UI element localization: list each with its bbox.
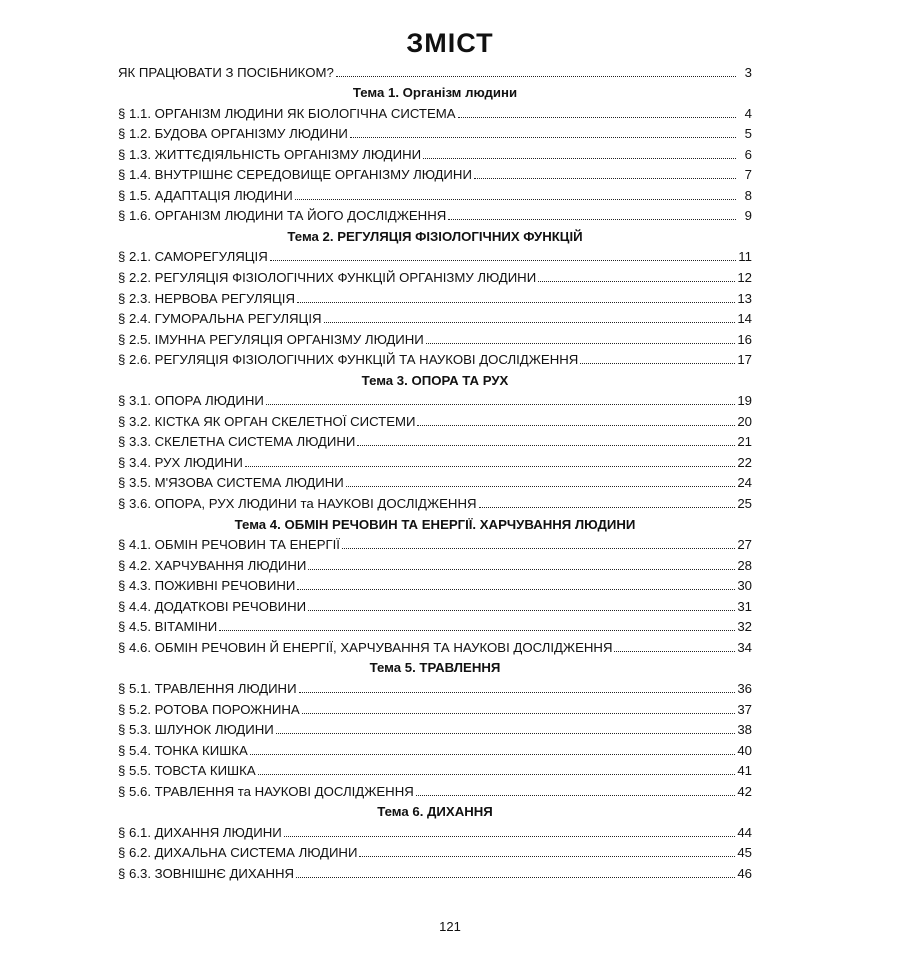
toc-entry[interactable] xyxy=(118,347,752,368)
toc-entry-page: 12 xyxy=(737,270,752,286)
toc-entry-page: 4 xyxy=(744,105,752,121)
toc-entry[interactable] xyxy=(118,285,752,306)
toc-entry-label: § 5.1. ТРАВЛЕННЯ ЛЮДИНИ xyxy=(118,680,297,696)
toc-entry[interactable] xyxy=(118,593,752,614)
dot-leader xyxy=(299,692,736,693)
toc-entry[interactable] xyxy=(118,614,752,635)
toc-entry[interactable] xyxy=(118,717,752,738)
toc-entry-label: § 3.5. М'ЯЗОВА СИСТЕМА ЛЮДИНИ xyxy=(118,475,344,491)
dot-leader xyxy=(297,589,735,590)
dot-leader xyxy=(426,343,736,344)
dot-leader xyxy=(296,877,735,878)
toc-entry-page: 41 xyxy=(737,763,752,779)
toc-entry[interactable] xyxy=(118,141,752,162)
toc-entry-page: 20 xyxy=(737,413,752,429)
toc-entry[interactable] xyxy=(118,162,752,183)
toc-entry-page: 25 xyxy=(737,496,752,512)
toc-entry-label: § 4.4. ДОДАТКОВІ РЕЧОВИНИ xyxy=(118,598,307,614)
toc-entry-page: 14 xyxy=(737,311,752,327)
toc-entry-label: § 1.4. ВНУТРІШНЄ СЕРЕДОВИЩЕ ОРГАНІЗМУ ЛЮДИНИ xyxy=(118,167,472,183)
dot-leader xyxy=(580,363,735,364)
dot-leader xyxy=(245,466,736,467)
toc-entry[interactable] xyxy=(118,758,752,779)
toc-entry[interactable] xyxy=(118,532,752,553)
toc-entry[interactable] xyxy=(118,326,752,347)
topic-heading: Тема 2. РЕГУЛЯЦІЯ ФІЗІОЛОГІЧНИХ ФУНКЦІЙ xyxy=(287,228,583,244)
toc-entry[interactable] xyxy=(118,182,752,203)
dot-leader xyxy=(416,795,736,796)
dot-leader xyxy=(302,713,736,714)
toc-entry[interactable] xyxy=(118,264,752,285)
dot-leader xyxy=(474,178,736,179)
table-of-contents xyxy=(118,59,752,881)
dot-leader xyxy=(479,507,736,508)
toc-entry-label: § 5.2. РОТОВА ПОРОЖНИНА xyxy=(118,701,300,717)
toc-entry[interactable] xyxy=(118,429,752,450)
toc-entry-label: § 4.1. ОБМІН РЕЧОВИН ТА ЕНЕРГІЇ xyxy=(118,537,340,553)
toc-entry-label: § 6.3. ЗОВНІШНЄ ДИХАННЯ xyxy=(118,865,295,881)
page-number: 121 xyxy=(439,919,461,934)
toc-entry-label: § 4.5. ВІТАМІНИ xyxy=(118,619,218,635)
toc-entry[interactable] xyxy=(118,840,752,861)
toc-entry-label: § 3.1. ОПОРА ЛЮДИНИ xyxy=(118,393,264,409)
toc-entry-page: 8 xyxy=(744,187,752,203)
toc-entry[interactable] xyxy=(118,634,752,655)
dot-leader xyxy=(336,76,736,77)
dot-leader xyxy=(324,322,736,323)
toc-entry-page: 30 xyxy=(737,578,752,594)
toc-entry-page: 9 xyxy=(744,208,752,224)
toc-entry[interactable] xyxy=(118,244,752,265)
page-title: ЗМІСТ xyxy=(406,28,494,58)
toc-entry-label: § 5.4. ТОНКА КИШКА xyxy=(118,742,248,758)
topic-heading: Тема 5. ТРАВЛЕННЯ xyxy=(369,660,501,676)
toc-entry-label: § 4.2. ХАРЧУВАННЯ ЛЮДИНИ xyxy=(118,557,307,573)
dot-leader xyxy=(250,754,736,755)
toc-entry-label: ЯК ПРАЦЮВАТИ З ПОСІБНИКОМ? xyxy=(118,64,334,80)
toc-entry-label: § 2.1. САМОРЕГУЛЯЦІЯ xyxy=(118,249,268,265)
dot-leader xyxy=(350,137,736,138)
toc-entry-page: 24 xyxy=(737,475,752,491)
toc-entry-page: 11 xyxy=(738,249,752,265)
toc-entry[interactable] xyxy=(118,408,752,429)
toc-entry[interactable] xyxy=(118,552,752,573)
dot-leader xyxy=(308,569,735,570)
toc-entry-label: § 3.3. СКЕЛЕТНА СИСТЕМА ЛЮДИНИ xyxy=(118,434,356,450)
toc-entry[interactable] xyxy=(118,490,752,511)
dot-leader xyxy=(614,651,735,652)
toc-entry[interactable] xyxy=(118,819,752,840)
toc-entry-page: 42 xyxy=(737,783,752,799)
toc-entry-label: § 2.2. РЕГУЛЯЦІЯ ФІЗІОЛОГІЧНИХ ФУНКЦІЙ ОРГАНІЗМУ ЛЮДИНИ xyxy=(118,270,537,286)
dot-leader xyxy=(258,774,736,775)
toc-entry-label: § 3.6. ОПОРА, РУХ ЛЮДИНИ та НАУКОВІ ДОСЛІДЖЕННЯ xyxy=(118,496,477,512)
toc-entry-label: § 6.2. ДИХАЛЬНА СИСТЕМА ЛЮДИНИ xyxy=(118,845,358,861)
toc-entry[interactable] xyxy=(118,388,752,409)
toc-entry-page: 16 xyxy=(737,331,752,347)
dot-leader xyxy=(342,548,735,549)
toc-entry-page: 36 xyxy=(737,680,752,696)
toc-entry-label: § 2.6. РЕГУЛЯЦІЯ ФІЗІОЛОГІЧНИХ ФУНКЦІЙ ТА НАУКОВІ ДОСЛІДЖЕННЯ xyxy=(118,352,579,368)
toc-entry-page: 34 xyxy=(737,639,752,655)
dot-leader xyxy=(346,486,736,487)
topic-heading: Тема 1. Організм людини xyxy=(352,85,518,101)
dot-leader xyxy=(417,425,735,426)
dot-leader xyxy=(448,219,736,220)
toc-entry[interactable] xyxy=(118,449,752,470)
toc-entry-label: § 1.1. ОРГАНІЗМ ЛЮДИНИ ЯК БІОЛОГІЧНА СИСТЕМА xyxy=(118,105,456,121)
toc-entry-label: § 5.5. ТОВСТА КИШКА xyxy=(118,763,256,779)
toc-entry-page: 19 xyxy=(737,393,752,409)
toc-entry-page: 3 xyxy=(744,64,752,80)
dot-leader xyxy=(297,302,735,303)
toc-entry-page: 22 xyxy=(737,454,752,470)
dot-leader xyxy=(276,733,736,734)
toc-entry-label: § 5.3. ШЛУНОК ЛЮДИНИ xyxy=(118,722,274,738)
toc-entry-label: § 1.5. АДАПТАЦІЯ ЛЮДИНИ xyxy=(118,187,293,203)
toc-entry-intro[interactable] xyxy=(118,59,752,80)
toc-entry-page: 32 xyxy=(737,619,752,635)
toc-entry-label: § 2.5. ІМУННА РЕГУЛЯЦІЯ ОРГАНІЗМУ ЛЮДИНИ xyxy=(118,331,424,347)
toc-entry[interactable] xyxy=(118,675,752,696)
toc-entry[interactable] xyxy=(118,470,752,491)
toc-entry[interactable] xyxy=(118,778,752,799)
toc-entry[interactable] xyxy=(118,306,752,327)
toc-entry-label: § 1.3. ЖИТТЄДІЯЛЬНІСТЬ ОРГАНІЗМУ ЛЮДИНИ xyxy=(118,146,422,162)
toc-entry-page: 44 xyxy=(737,824,752,840)
toc-entry-page: 28 xyxy=(737,557,752,573)
toc-entry-label: § 1.6. ОРГАНІЗМ ЛЮДИНИ ТА ЙОГО ДОСЛІДЖЕННЯ xyxy=(118,208,447,224)
topic-heading: Тема 6. ДИХАННЯ xyxy=(377,804,493,820)
dot-leader xyxy=(538,281,735,282)
dot-leader xyxy=(423,158,736,159)
dot-leader xyxy=(308,610,735,611)
toc-entry-label: § 4.6. ОБМІН РЕЧОВИН Й ЕНЕРГІЇ, ХАРЧУВАННЯ ТА НАУКОВІ ДОСЛІДЖЕННЯ xyxy=(118,639,613,655)
toc-entry[interactable] xyxy=(118,203,752,224)
toc-entry-page: 21 xyxy=(737,434,752,450)
toc-entry-page: 6 xyxy=(744,146,752,162)
dot-leader xyxy=(219,630,735,631)
toc-entry-label: § 3.4. РУХ ЛЮДИНИ xyxy=(118,454,243,470)
toc-entry-label: § 3.2. КІСТКА ЯК ОРГАН СКЕЛЕТНОЇ СИСТЕМИ xyxy=(118,413,416,429)
toc-entry[interactable] xyxy=(118,737,752,758)
toc-entry-label: § 1.2. БУДОВА ОРГАНІЗМУ ЛЮДИНИ xyxy=(118,126,348,142)
toc-entry-page: 27 xyxy=(737,537,752,553)
toc-entry-page: 7 xyxy=(744,167,752,183)
toc-entry-page: 37 xyxy=(737,701,752,717)
toc-entry-page: 45 xyxy=(737,845,752,861)
toc-entry-page: 38 xyxy=(737,722,752,738)
toc-entry-page: 31 xyxy=(737,598,752,614)
toc-entry-label: § 6.1. ДИХАННЯ ЛЮДИНИ xyxy=(118,824,282,840)
dot-leader xyxy=(266,404,735,405)
dot-leader xyxy=(270,260,736,261)
toc-entry[interactable] xyxy=(118,696,752,717)
toc-entry[interactable] xyxy=(118,573,752,594)
toc-entry-page: 5 xyxy=(744,126,752,142)
toc-entry-label: § 2.3. НЕРВОВА РЕГУЛЯЦІЯ xyxy=(118,290,295,306)
toc-entry-label: § 2.4. ГУМОРАЛЬНА РЕГУЛЯЦІЯ xyxy=(118,311,322,327)
toc-entry-label: § 5.6. ТРАВЛЕННЯ та НАУКОВІ ДОСЛІДЖЕННЯ xyxy=(118,783,414,799)
dot-leader xyxy=(295,199,736,200)
dot-leader xyxy=(357,445,735,446)
topic-heading: Тема 4. ОБМІН РЕЧОВИН ТА ЕНЕРГІЇ. ХАРЧУВАННЯ ЛЮДИНИ xyxy=(234,516,636,532)
dot-leader xyxy=(359,856,735,857)
dot-leader xyxy=(284,836,736,837)
toc-entry[interactable] xyxy=(118,860,752,881)
toc-entry-page: 13 xyxy=(737,290,752,306)
toc-entry[interactable] xyxy=(118,100,752,121)
toc-entry[interactable] xyxy=(118,121,752,142)
topic-heading: Тема 3. ОПОРА ТА РУХ xyxy=(361,372,509,388)
dot-leader xyxy=(458,117,736,118)
toc-entry-page: 17 xyxy=(737,352,752,368)
toc-entry-page: 40 xyxy=(737,742,752,758)
toc-entry-label: § 4.3. ПОЖИВНІ РЕЧОВИНИ xyxy=(118,578,296,594)
toc-entry-page: 46 xyxy=(737,865,752,881)
